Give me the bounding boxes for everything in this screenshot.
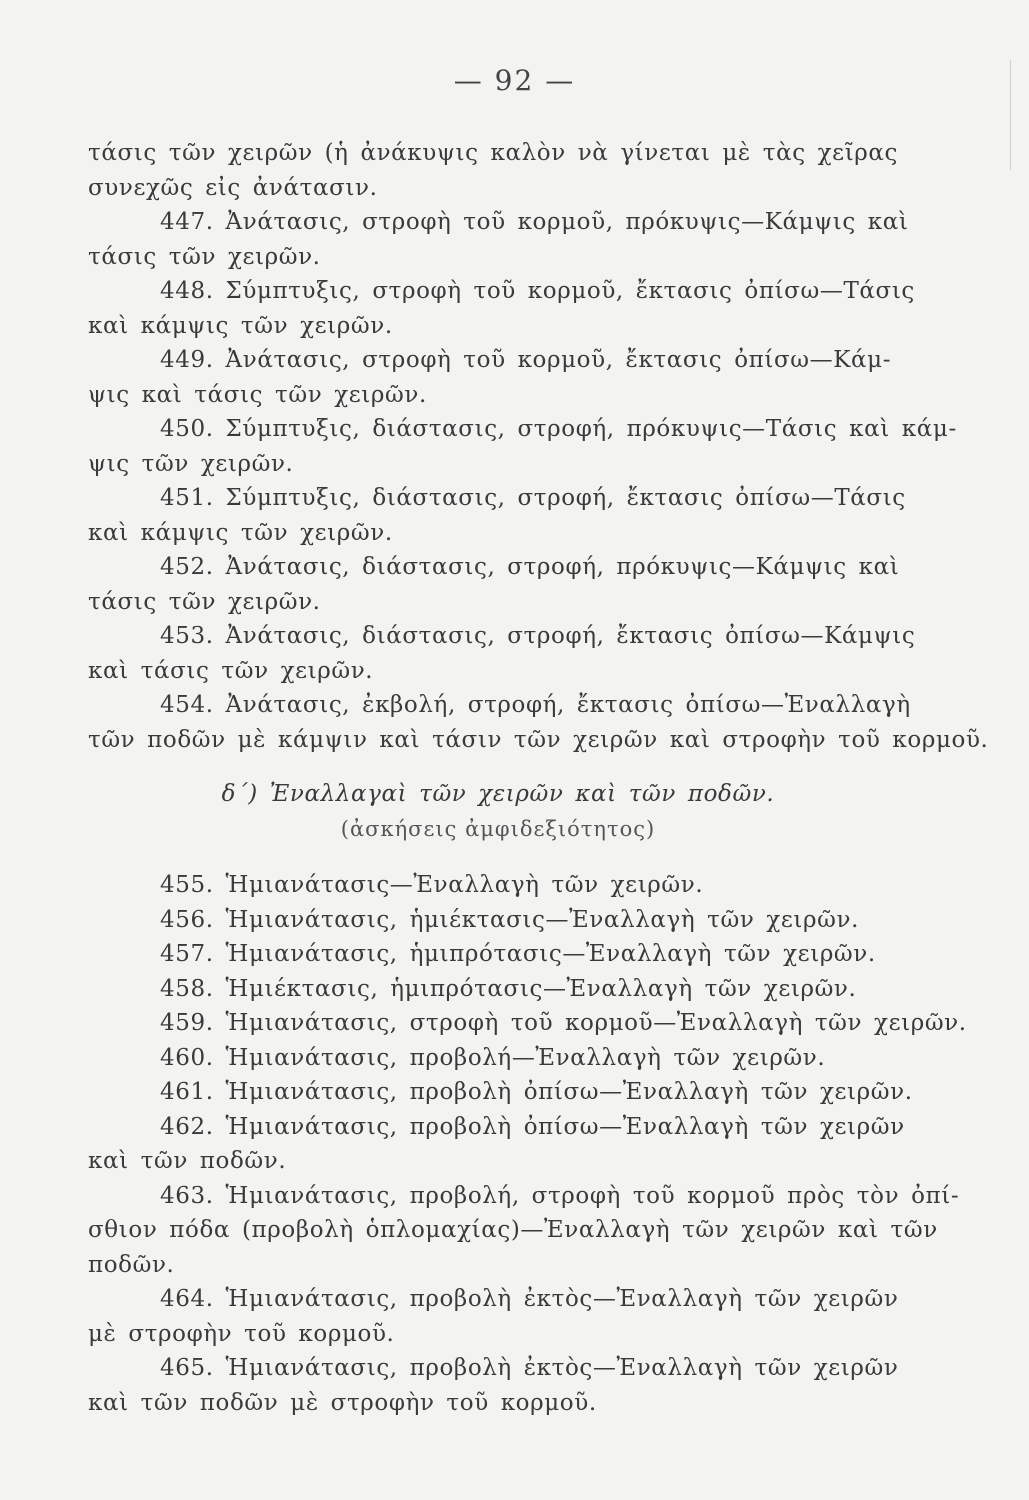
text-line: ποδῶν. xyxy=(88,1251,175,1278)
exercise-list-part-1 xyxy=(88,136,989,757)
text-line: σθιον πόδα (προβολὴ ὁπλομαχίας)—Ἐναλλαγὴ τῶν χειρῶν καὶ τῶν xyxy=(88,1217,938,1243)
text-line: 451. Σύμπτυξις, διάστασις, στροφή, ἔκτασις ὀπίσω—Τάσις xyxy=(160,485,906,511)
text-line: 455. Ἡμιανάτασις—Ἐναλλαγὴ τῶν χειρῶν. xyxy=(160,872,704,898)
section-subheading: (ἀσκήσεις ἀμφιδεξιότητος) xyxy=(340,816,656,841)
text-line: τῶν ποδῶν μὲ κάμψιν καὶ τάσιν τῶν χειρῶν καὶ στροφὴν τοῦ κορμοῦ. xyxy=(88,726,989,753)
text-line: ψις τῶν χειρῶν. xyxy=(88,450,294,477)
text-line: καὶ τῶν ποδῶν μὲ στροφὴν τοῦ κορμοῦ. xyxy=(88,1389,597,1416)
text-line: 447. Ἀνάτασις, στροφὴ τοῦ κορμοῦ, πρόκυψις—Κάμψις καὶ xyxy=(160,209,909,235)
text-line: τάσις τῶν χειρῶν. xyxy=(88,243,321,270)
text-line: 458. Ἡμιέκτασις, ἡμιπρότασις—Ἐναλλαγὴ τῶν χειρῶν. xyxy=(160,975,857,1002)
page-body xyxy=(88,136,989,1420)
text-line: 448. Σύμπτυξις, στροφὴ τοῦ κορμοῦ, ἔκτασις ὀπίσω—Τάσις xyxy=(160,278,915,304)
text-line: 462. Ἡμιανάτασις, προβολὴ ὀπίσω—Ἐναλλαγὴ τῶν χειρῶν xyxy=(160,1113,905,1140)
text-line: καὶ κάμψις τῶν χειρῶν. xyxy=(88,519,393,546)
text-line: τάσις τῶν χειρῶν. xyxy=(88,588,321,615)
text-line: 449. Ἀνάτασις, στροφὴ τοῦ κορμοῦ, ἔκτασις ὀπίσω—Κάμ- xyxy=(160,347,892,373)
text-line: 464. Ἡμιανάτασις, προβολὴ ἐκτὸς—Ἐναλλαγὴ τῶν χειρῶν xyxy=(160,1286,899,1312)
text-line: 465. Ἡμιανάτασις, προβολὴ ἐκτὸς—Ἐναλλαγὴ τῶν χειρῶν xyxy=(160,1355,899,1381)
text-line: 463. Ἡμιανάτασις, προβολή, στροφὴ τοῦ κορμοῦ πρὸς τὸν ὀπί- xyxy=(160,1182,960,1209)
text-line: 461. Ἡμιανάτασις, προβολὴ ὀπίσω—Ἐναλλαγὴ τῶν χειρῶν. xyxy=(160,1079,913,1105)
page-number: — 92 — xyxy=(453,64,576,97)
text-line: ψις καὶ τάσις τῶν χειρῶν. xyxy=(88,381,427,408)
section-heading: δ΄) Ἐναλλαγαὶ τῶν χειρῶν καὶ τῶν ποδῶν. xyxy=(221,781,775,807)
text-line: 452. Ἀνάτασις, διάστασις, στροφή, πρόκυψις—Κάμψις καὶ xyxy=(160,554,900,580)
text-line: τάσις τῶν χειρῶν (ἡ ἀνάκυψις καλὸν νὰ γίνεται μὲ τὰς χεῖρας xyxy=(88,140,899,166)
text-line: καὶ κάμψις τῶν χειρῶν. xyxy=(88,312,393,339)
text-line: 454. Ἀνάτασις, ἐκβολή, στροφή, ἔκτασις ὀπίσω—Ἐναλλαγὴ xyxy=(160,692,911,718)
text-line: 453. Ἀνάτασις, διάστασις, στροφή, ἔκτασις ὀπίσω—Κάμψις xyxy=(160,623,916,649)
text-line: μὲ στροφὴν τοῦ κορμοῦ. xyxy=(88,1320,395,1347)
text-line: 456. Ἡμιανάτασις, ἡμιέκτασις—Ἐναλλαγὴ τῶν χειρῶν. xyxy=(160,906,859,933)
text-line: 459. Ἡμιανάτασις, στροφὴ τοῦ κορμοῦ—Ἐναλλαγὴ τῶν χειρῶν. xyxy=(160,1010,967,1036)
text-line: 450. Σύμπτυξις, διάστασις, στροφή, πρόκυψις—Τάσις καὶ κάμ- xyxy=(160,416,957,442)
text-line: καὶ τάσις τῶν χειρῶν. xyxy=(88,657,374,684)
text-line: συνεχῶς εἰς ἀνάτασιν. xyxy=(88,174,378,201)
text-line: 460. Ἡμιανάτασις, προβολή—Ἐναλλαγὴ τῶν χειρῶν. xyxy=(160,1044,826,1071)
text-line: 457. Ἡμιανάτασις, ἡμιπρότασις—Ἐναλλαγὴ τῶν χειρῶν. xyxy=(160,941,876,967)
exercise-list-part-2 xyxy=(88,868,967,1420)
text-line: καὶ τῶν ποδῶν. xyxy=(88,1148,287,1174)
